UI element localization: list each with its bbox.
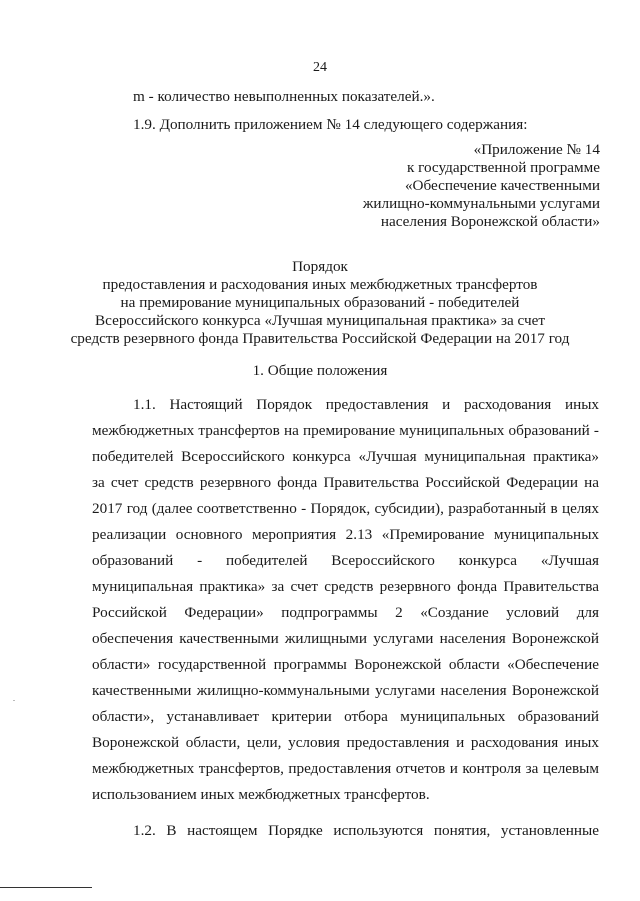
paragraph-line: реализации основного мероприятия 2.13 «Премирование муниципальных [92, 526, 599, 543]
paragraph-1-2-line: 1.2. В настоящем Порядке используются понятия, установленные [133, 822, 599, 839]
title-line: Всероссийского конкурса «Лучшая муниципальная практика» за счет [95, 312, 545, 329]
paragraph-line: муниципальная практика» за счет средств резервного фонда Правительства [92, 578, 599, 595]
section-heading: 1. Общие положения [252, 362, 388, 379]
appendix-header-line: «Приложение № 14 [473, 141, 600, 158]
footnote-rule [0, 887, 92, 888]
paragraph-line: обеспечения качественными жилищными услугами населения Воронежской [92, 630, 599, 647]
appendix-header-line: к государственной программе [406, 159, 600, 176]
paragraph-line: Воронежской области, цели, условия предоставления и расходования иных [92, 734, 599, 751]
paragraph-line: области», устанавливает критерии отбора муниципальных образований [92, 708, 599, 725]
paragraph-line: области» государственной программы Воронежской области «Обеспечение [92, 656, 599, 673]
title-line: на премирование муниципальных образований - победителей [120, 294, 520, 311]
title-main: Порядок [292, 258, 348, 275]
intro-line-2: 1.9. Дополнить приложением № 14 следующего содержания: [133, 116, 528, 133]
appendix-header-line: «Обеспечение качественными [404, 177, 600, 194]
title-line: средств резервного фонда Правительства Российской Федерации на 2017 год [70, 330, 570, 347]
page-number: 24 [313, 60, 327, 75]
paragraph-line: межбюджетных трансфертов на премирование муниципальных образований - [92, 422, 599, 439]
paragraph-line: за счет средств резервного фонда Правительства Российской Федерации на [92, 474, 599, 491]
paragraph-line: 2017 год (далее соответственно - Порядок, субсидии), разработанный в целях [92, 500, 599, 517]
paragraph-line: использованием иных межбюджетных трансфертов. [92, 786, 430, 803]
paragraph-line: качественными жилищно-коммунальными услугами населения Воронежской [92, 682, 599, 699]
paragraph-line: межбюджетных трансфертов, предоставления отчетов и контроля за целевым [92, 760, 599, 777]
appendix-header-line: населения Воронежской области» [380, 213, 600, 230]
paragraph-line: образований - победителей Всероссийского конкурса «Лучшая [92, 552, 599, 569]
appendix-header-line: жилищно-коммунальными услугами [362, 195, 600, 212]
paragraph-line: победителей Всероссийского конкурса «Лучшая муниципальная практика» [92, 448, 599, 465]
paragraph-line: 1.1. Настоящий Порядок предоставления и расходования иных [133, 396, 599, 413]
intro-line-1: m - количество невыполненных показателей.». [133, 88, 435, 105]
title-line: предоставления и расходования иных межбюджетных трансфертов [102, 276, 538, 293]
paragraph-line: Российской Федерации» подпрограммы 2 «Создание условий для [92, 604, 599, 621]
scan-speck [13, 700, 15, 701]
